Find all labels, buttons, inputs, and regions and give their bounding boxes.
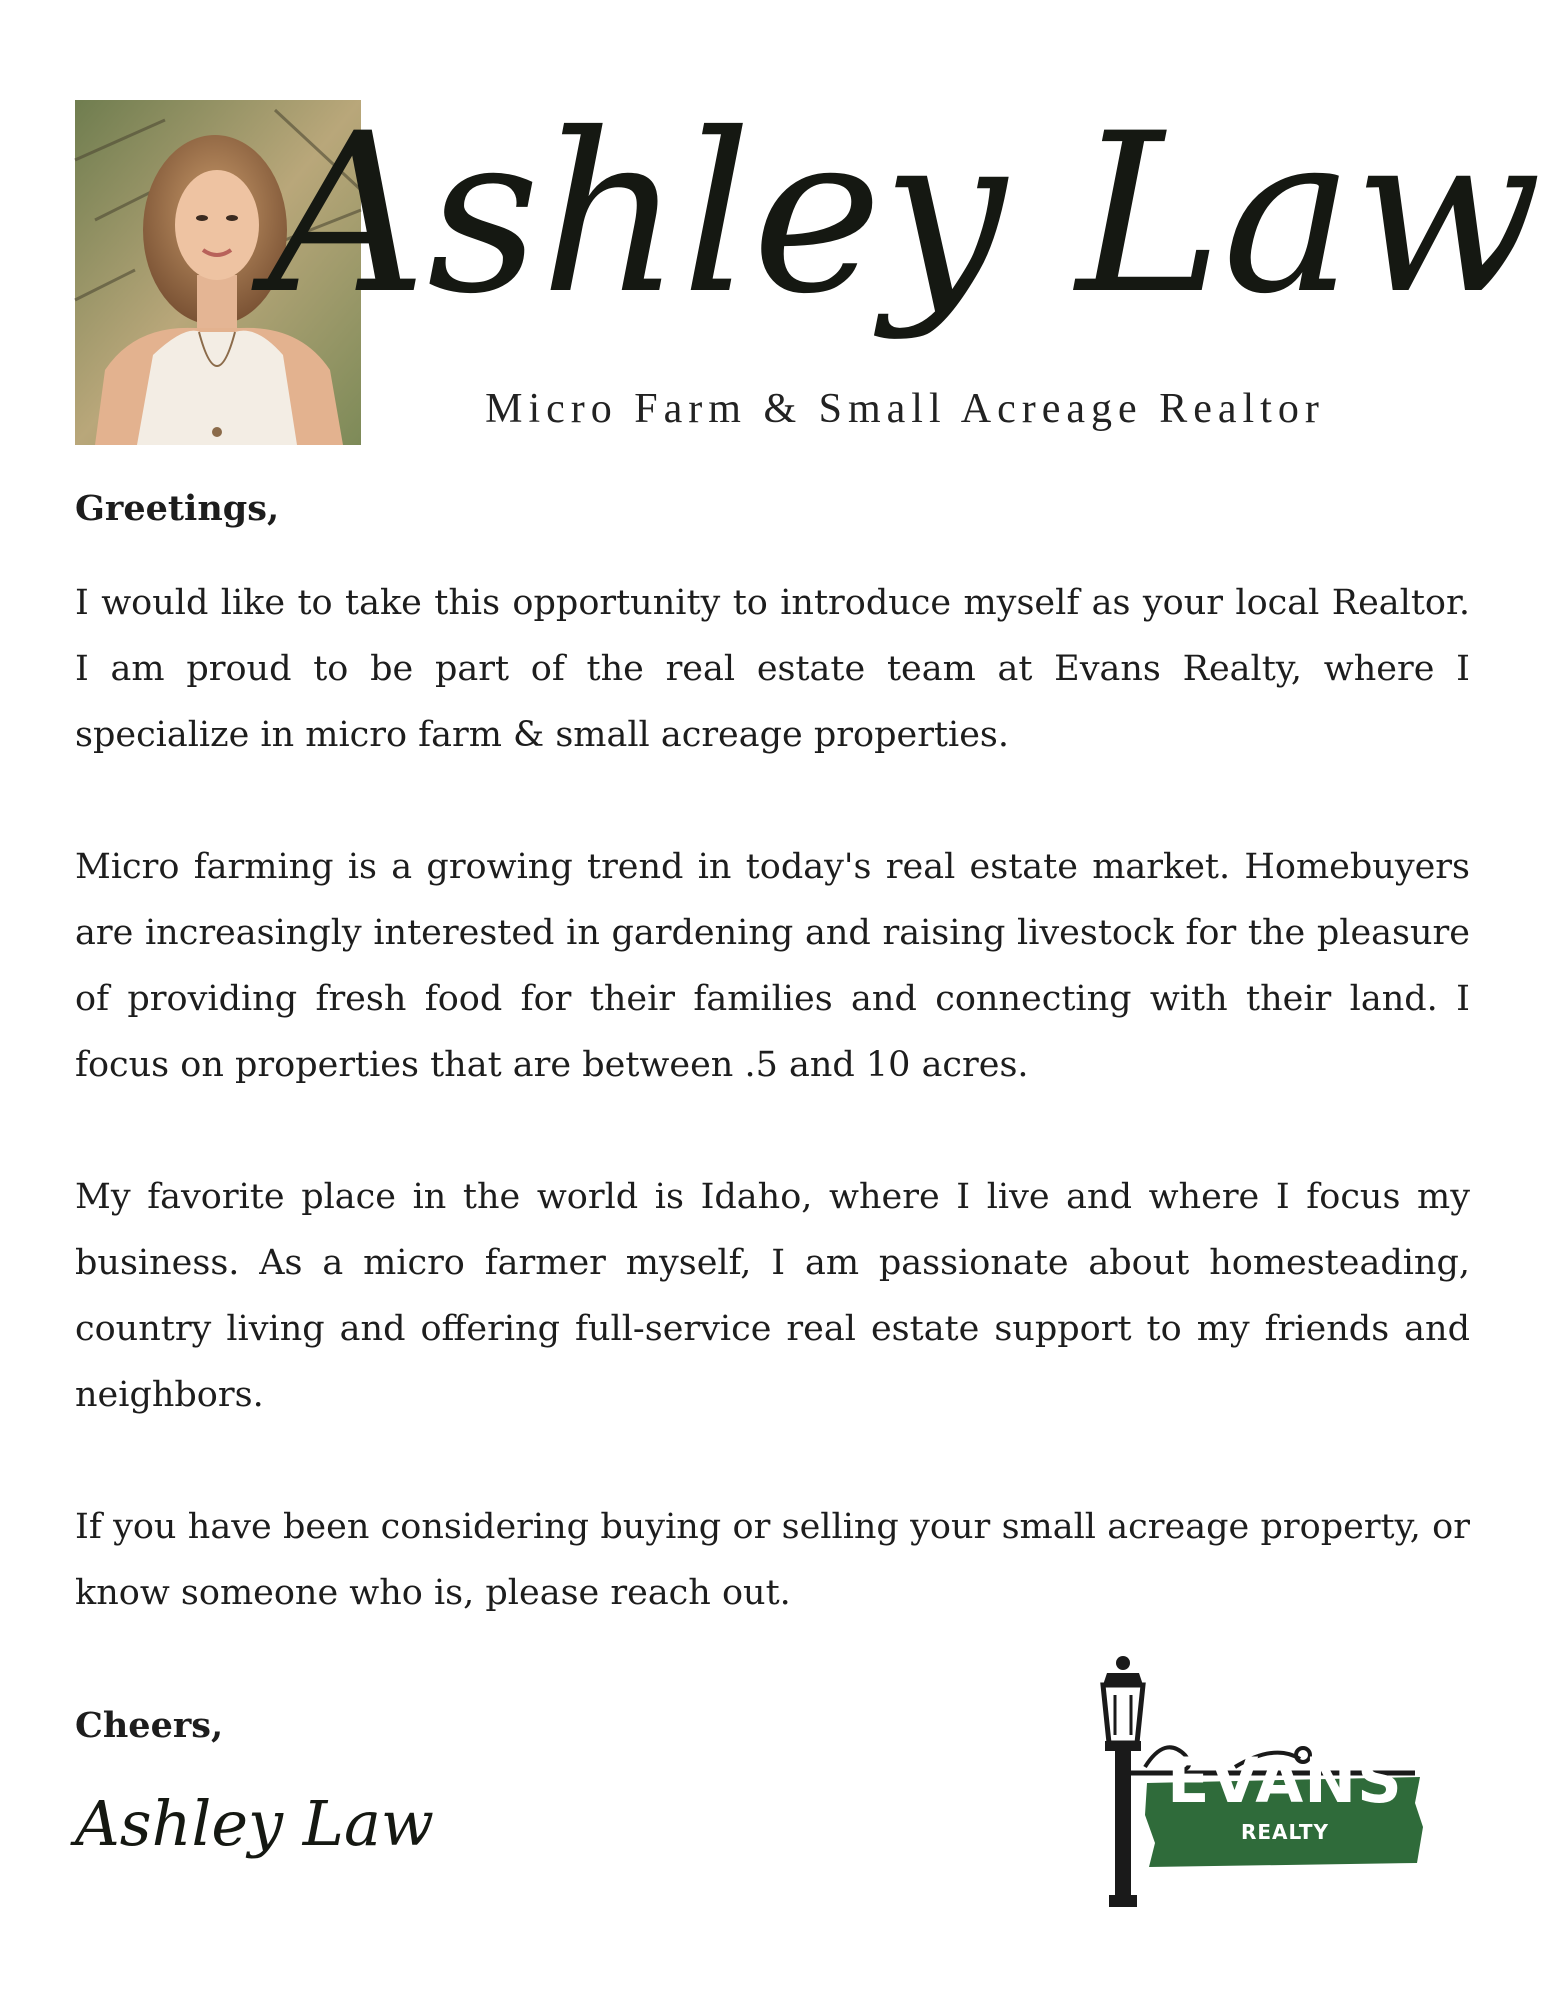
tagline: Micro Farm & Small Acreage Realtor [485,386,1325,432]
signature-lettering [70,1765,434,1875]
letter-body [75,570,1470,1692]
greeting: Greetings, [75,488,280,529]
name-script-text: Ashley Law [268,86,1542,342]
logo-sub: REALTY [1240,1820,1330,1844]
paragraph-intro: I would like to take this opportunity to introduce myself as your local Realtor. I am proud to be part of the real estate team at Evans Realty, where I specialize in micro farm & small acreage properties. [75,583,1470,755]
logo-brand: EVANS [1167,1744,1403,1817]
name-script-heading [268,86,1542,380]
paragraph-idaho: My favorite place in the world is Idaho, where I live and where I focus my business. As a micro farmer myself, I am passionate about homesteading, country living and offering full-service real estate support to my friends and neighbors. [75,1177,1470,1415]
name-script-lettering [268,86,1542,380]
signature [70,1765,434,1875]
evans-realty-logo [1085,1655,1430,1910]
paragraph-micro-farming: Micro farming is a growing trend in today's real estate market. Homebuyers are increasingly interested in gardening and raising livestock for the pleasure of providing fresh food for their families and connecting with their land. I focus on properties that are between .5 and 10 acres. [75,847,1470,1085]
signature-text: Ashley Law [75,1787,434,1860]
paragraph-call-to-action: If you have been considering buying or selling your small acreage property, or know someone who is, please reach out. [75,1507,1470,1613]
closing: Cheers, [75,1705,224,1746]
